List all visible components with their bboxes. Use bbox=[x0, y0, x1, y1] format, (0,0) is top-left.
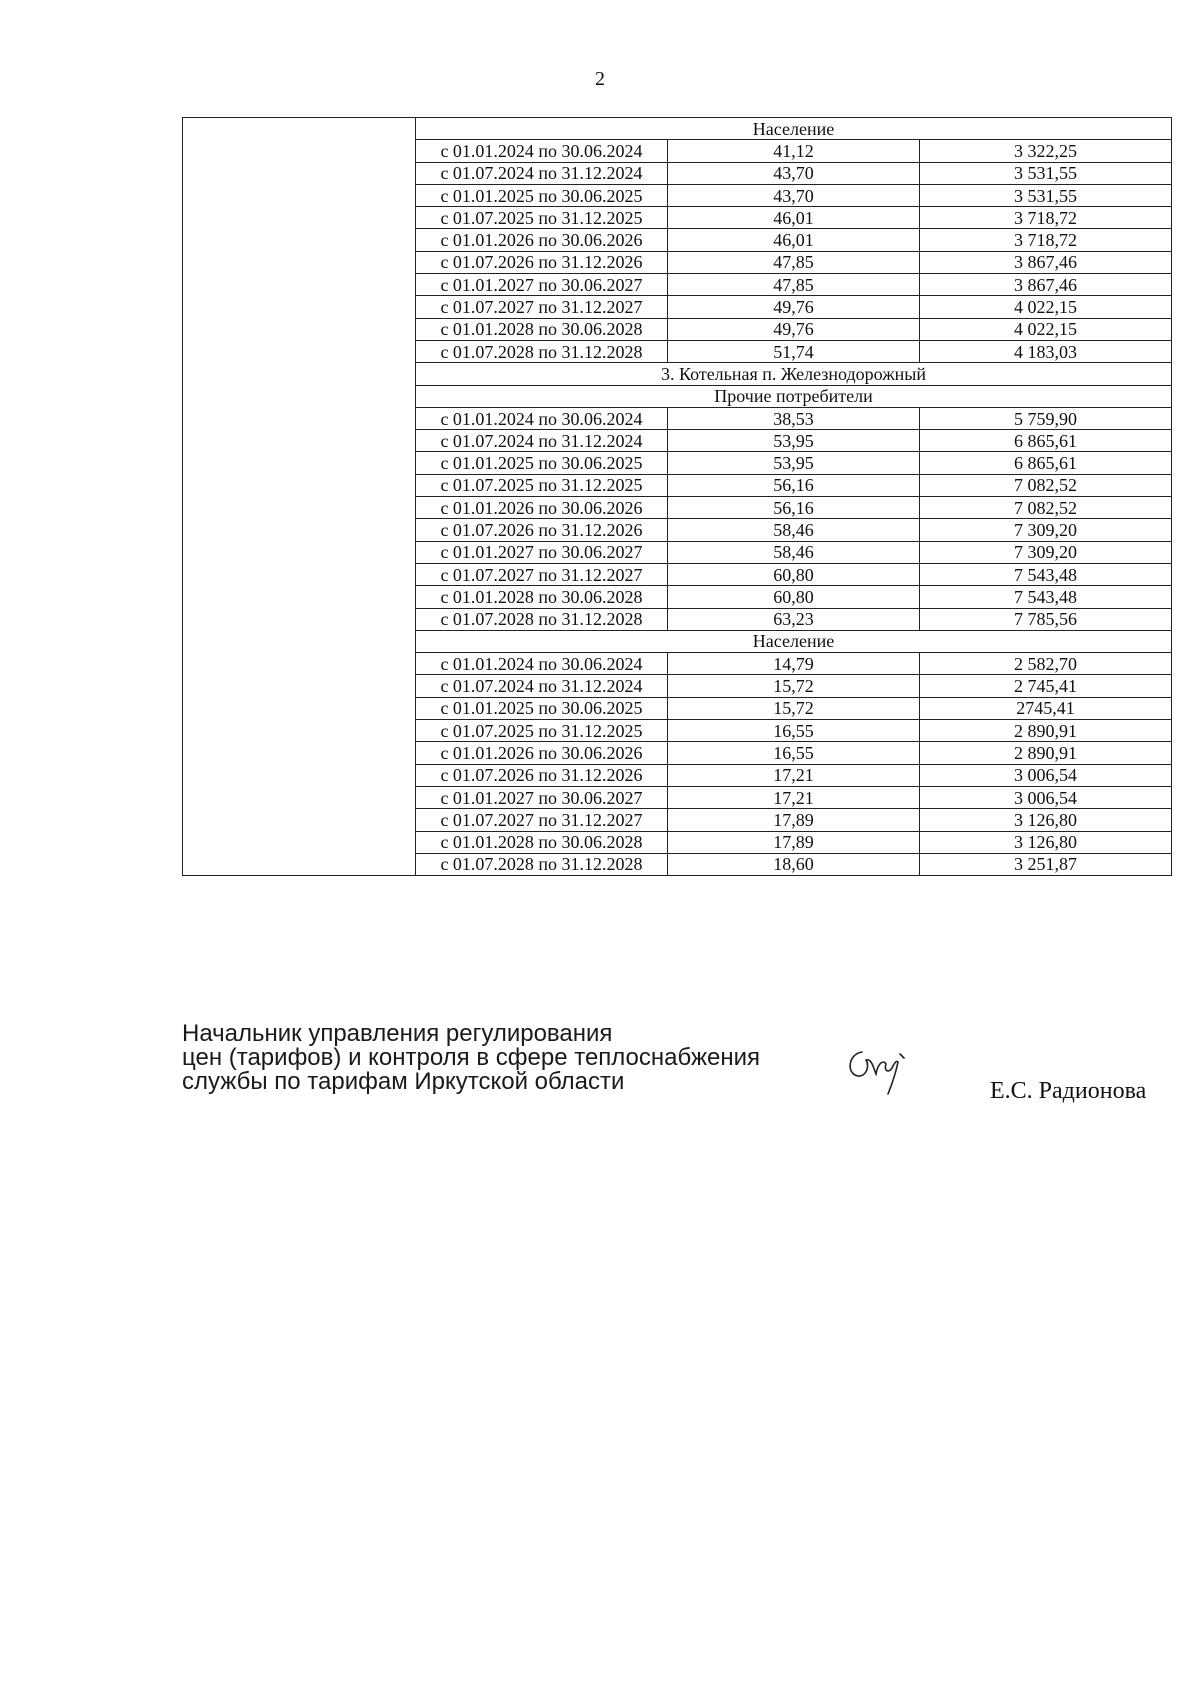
rate-cell: 56,16 bbox=[668, 474, 920, 496]
period-cell: с 01.07.2025 по 31.12.2025 bbox=[416, 474, 668, 496]
rate-cell: 46,01 bbox=[668, 207, 920, 229]
rate-cell: 17,21 bbox=[668, 764, 920, 786]
page-number: 2 bbox=[595, 68, 605, 90]
rate-cell: 46,01 bbox=[668, 229, 920, 251]
tariff-cell: 3 006,54 bbox=[920, 764, 1172, 786]
period-cell: с 01.01.2027 по 30.06.2027 bbox=[416, 541, 668, 563]
section-heading: Население bbox=[416, 118, 1172, 140]
section-heading-row bbox=[183, 118, 1172, 140]
rate-cell: 47,85 bbox=[668, 274, 920, 296]
rate-cell: 15,72 bbox=[668, 675, 920, 697]
tariff-table bbox=[182, 117, 1172, 876]
tariff-cell: 3 251,87 bbox=[920, 853, 1172, 875]
period-cell: с 01.01.2027 по 30.06.2027 bbox=[416, 274, 668, 296]
period-cell: с 01.07.2025 по 31.12.2025 bbox=[416, 720, 668, 742]
rate-cell: 16,55 bbox=[668, 742, 920, 764]
tariff-cell: 3 531,55 bbox=[920, 184, 1172, 206]
tariff-cell: 5 759,90 bbox=[920, 407, 1172, 429]
section-heading: 3. Котельная п. Железнодорожный bbox=[416, 363, 1172, 385]
tariff-cell: 2 582,70 bbox=[920, 653, 1172, 675]
tariff-cell: 7 082,52 bbox=[920, 474, 1172, 496]
tariff-cell: 3 322,25 bbox=[920, 140, 1172, 162]
period-cell: с 01.01.2026 по 30.06.2026 bbox=[416, 742, 668, 764]
period-cell: с 01.01.2024 по 30.06.2024 bbox=[416, 140, 668, 162]
tariff-cell: 7 543,48 bbox=[920, 563, 1172, 585]
tariff-cell: 2 890,91 bbox=[920, 742, 1172, 764]
tariff-cell: 6 865,61 bbox=[920, 452, 1172, 474]
period-cell: с 01.07.2024 по 31.12.2024 bbox=[416, 162, 668, 184]
section-heading: Население bbox=[416, 630, 1172, 652]
period-cell: с 01.07.2025 по 31.12.2025 bbox=[416, 207, 668, 229]
rate-cell: 56,16 bbox=[668, 497, 920, 519]
period-cell: с 01.01.2025 по 30.06.2025 bbox=[416, 697, 668, 719]
signer-name: Е.С. Радионова bbox=[990, 1078, 1147, 1104]
signature-title-line: цен (тарифов) и контроля в сфере теплоснабжения bbox=[182, 1044, 761, 1071]
period-cell: с 01.07.2027 по 31.12.2027 bbox=[416, 296, 668, 318]
period-cell: с 01.01.2028 по 30.06.2028 bbox=[416, 831, 668, 853]
period-cell: с 01.07.2028 по 31.12.2028 bbox=[416, 340, 668, 362]
rate-cell: 60,80 bbox=[668, 586, 920, 608]
period-cell: с 01.07.2027 по 31.12.2027 bbox=[416, 563, 668, 585]
period-cell: с 01.01.2024 по 30.06.2024 bbox=[416, 653, 668, 675]
rate-cell: 14,79 bbox=[668, 653, 920, 675]
tariff-cell: 3 867,46 bbox=[920, 274, 1172, 296]
tariff-table-container bbox=[182, 117, 1172, 876]
rate-cell: 43,70 bbox=[668, 184, 920, 206]
tariff-cell: 2 745,41 bbox=[920, 675, 1172, 697]
tariff-cell: 3 531,55 bbox=[920, 162, 1172, 184]
period-cell: с 01.07.2024 по 31.12.2024 bbox=[416, 675, 668, 697]
period-cell: с 01.01.2027 по 30.06.2027 bbox=[416, 786, 668, 808]
tariff-cell: 3 718,72 bbox=[920, 229, 1172, 251]
period-cell: с 01.01.2026 по 30.06.2026 bbox=[416, 497, 668, 519]
tariff-cell: 7 543,48 bbox=[920, 586, 1172, 608]
rate-cell: 38,53 bbox=[668, 407, 920, 429]
period-cell: с 01.07.2026 по 31.12.2026 bbox=[416, 519, 668, 541]
rate-cell: 17,89 bbox=[668, 809, 920, 831]
rate-cell: 17,89 bbox=[668, 831, 920, 853]
rate-cell: 47,85 bbox=[668, 251, 920, 273]
signature-title-block bbox=[182, 1022, 760, 1094]
tariff-cell: 4 022,15 bbox=[920, 296, 1172, 318]
period-cell: с 01.07.2028 по 31.12.2028 bbox=[416, 853, 668, 875]
period-cell: с 01.01.2024 по 30.06.2024 bbox=[416, 407, 668, 429]
tariff-cell: 7 785,56 bbox=[920, 608, 1172, 630]
rate-cell: 18,60 bbox=[668, 853, 920, 875]
tariff-cell: 3 867,46 bbox=[920, 251, 1172, 273]
period-cell: с 01.01.2028 по 30.06.2028 bbox=[416, 318, 668, 340]
rate-cell: 15,72 bbox=[668, 697, 920, 719]
rate-cell: 17,21 bbox=[668, 786, 920, 808]
rate-cell: 58,46 bbox=[668, 541, 920, 563]
period-cell: с 01.07.2026 по 31.12.2026 bbox=[416, 251, 668, 273]
tariff-cell: 3 006,54 bbox=[920, 786, 1172, 808]
rate-cell: 63,23 bbox=[668, 608, 920, 630]
blank-left-column bbox=[183, 118, 416, 876]
handwritten-signature bbox=[840, 1040, 920, 1100]
period-cell: с 01.07.2026 по 31.12.2026 bbox=[416, 764, 668, 786]
tariff-cell: 3 126,80 bbox=[920, 809, 1172, 831]
tariff-cell: 4 022,15 bbox=[920, 318, 1172, 340]
rate-cell: 60,80 bbox=[668, 563, 920, 585]
rate-cell: 53,95 bbox=[668, 430, 920, 452]
tariff-cell: 3 126,80 bbox=[920, 831, 1172, 853]
period-cell: с 01.01.2025 по 30.06.2025 bbox=[416, 452, 668, 474]
period-cell: с 01.07.2024 по 31.12.2024 bbox=[416, 430, 668, 452]
signature-title-line: Начальник управления регулирования bbox=[182, 1020, 613, 1047]
period-cell: с 01.01.2026 по 30.06.2026 bbox=[416, 229, 668, 251]
tariff-cell: 2745,41 bbox=[920, 697, 1172, 719]
section-heading: Прочие потребители bbox=[416, 385, 1172, 407]
rate-cell: 53,95 bbox=[668, 452, 920, 474]
rate-cell: 41,12 bbox=[668, 140, 920, 162]
tariff-cell: 4 183,03 bbox=[920, 340, 1172, 362]
rate-cell: 16,55 bbox=[668, 720, 920, 742]
tariff-cell: 7 309,20 bbox=[920, 519, 1172, 541]
tariff-cell: 3 718,72 bbox=[920, 207, 1172, 229]
rate-cell: 49,76 bbox=[668, 296, 920, 318]
tariff-cell: 6 865,61 bbox=[920, 430, 1172, 452]
rate-cell: 58,46 bbox=[668, 519, 920, 541]
tariff-cell: 2 890,91 bbox=[920, 720, 1172, 742]
rate-cell: 43,70 bbox=[668, 162, 920, 184]
tariff-cell: 7 082,52 bbox=[920, 497, 1172, 519]
period-cell: с 01.01.2028 по 30.06.2028 bbox=[416, 586, 668, 608]
period-cell: с 01.01.2025 по 30.06.2025 bbox=[416, 184, 668, 206]
rate-cell: 51,74 bbox=[668, 340, 920, 362]
tariff-cell: 7 309,20 bbox=[920, 541, 1172, 563]
rate-cell: 49,76 bbox=[668, 318, 920, 340]
signature-title-line: службы по тарифам Иркутской области bbox=[182, 1068, 625, 1095]
period-cell: с 01.07.2028 по 31.12.2028 bbox=[416, 608, 668, 630]
period-cell: с 01.07.2027 по 31.12.2027 bbox=[416, 809, 668, 831]
